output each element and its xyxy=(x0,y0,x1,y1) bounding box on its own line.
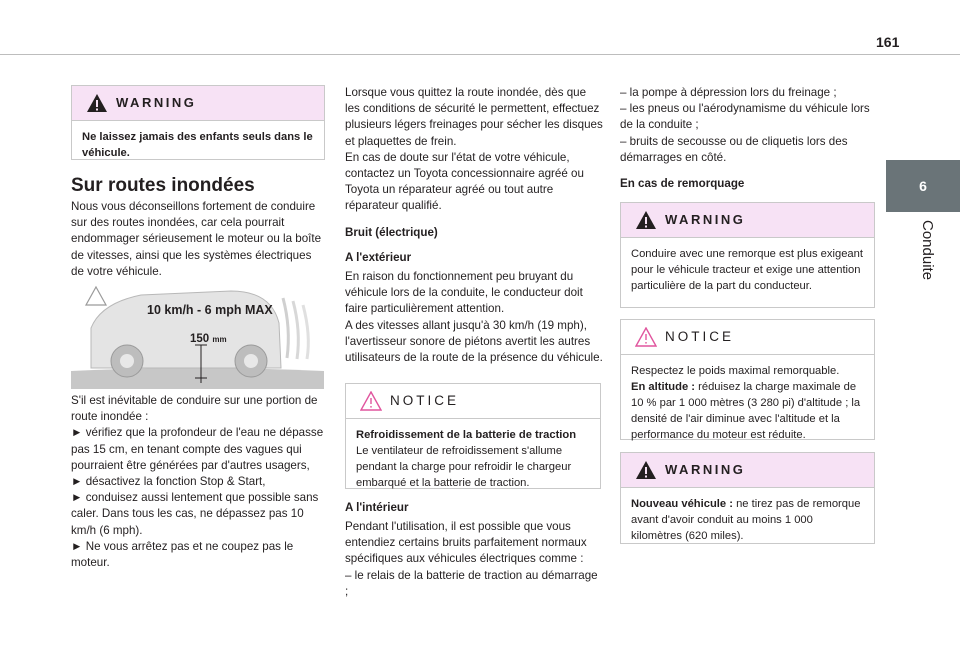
water-depth-value: 150 xyxy=(190,333,210,345)
notice-altitude xyxy=(631,379,864,443)
warning-header xyxy=(72,86,324,121)
notice-subtitle: Refroidissement de la batterie de traction xyxy=(356,429,577,441)
notice-body xyxy=(346,419,600,499)
altitude-label: En altitude : xyxy=(631,381,696,393)
speed-limit-label: 10 km/h - 6 mph MAX xyxy=(147,303,273,317)
notice-header xyxy=(346,384,600,419)
section-heading-towing: En cas de remorquage xyxy=(620,177,745,190)
notice-box-altitude xyxy=(620,319,875,440)
flooded-bullet: ► vérifiez que la profondeur de l'eau ne dépasse pas 15 cm, en tenant compte des vagues qui pourraient être générées par d'autres usagers, xyxy=(71,426,324,472)
paragraph: Pendant l'utilisation, il est possible que vous entendiez certains bruits parfaitement normaux spécifiques aux véhicules électriques comme : xyxy=(345,520,587,566)
noise-list-continued xyxy=(620,85,878,166)
notice-triangle-icon xyxy=(635,327,657,347)
warning-text: Conduire avec une remorque est plus exigeant pour le véhicule tracteur et exige une attention particulière de la part du conducteur. xyxy=(631,248,863,292)
notice-title: NOTICE xyxy=(665,328,735,344)
exterior-text xyxy=(345,269,603,366)
notice-box-battery xyxy=(345,383,601,489)
warning-body xyxy=(621,488,874,552)
list-item: – le relais de la batterie de traction au démarrage ; xyxy=(345,568,598,598)
warning-header xyxy=(621,453,874,488)
warning-title: WARNING xyxy=(665,211,746,227)
notice-text: Le ventilateur de refroidissement s'allume pendant la charge pour refroidir le chargeur embarqué et la batterie de traction. xyxy=(356,445,572,489)
flooded-intro: Nous vous déconseillons fortement de conduire sur des routes inondées, car cela pourrait endommager sérieusement le moteur ou la boîte de vitesses, ainsi que les systèmes électriques de votre véhicule. xyxy=(71,200,322,278)
paragraph: En cas de doute sur l'état de votre véhicule, contactez un Toyota concessionnaire agréé ou Toyota un réparateur agréé ou tout autre réparateur qualifié. xyxy=(345,150,584,213)
warning-box-trailer xyxy=(620,202,875,308)
list-item: – les pneus ou l'aérodynamisme du véhicule lors de la conduite ; xyxy=(620,102,870,132)
altitude-text: réduisez la charge maximale de 10 % par 1 000 mètres (3 280 pi) d'altitude ; la densité de l'air diminue avec l'altitude et la performance du moteur est réduite. xyxy=(631,381,861,441)
notice-title: NOTICE xyxy=(390,392,460,408)
flooded-bullet: ► Ne vous arrêtez pas et ne coupez pas le moteur. xyxy=(71,539,294,570)
water-depth-label xyxy=(190,333,227,345)
list-item: – bruits de secousse ou de cliquetis lors des démarrages en côté. xyxy=(620,134,848,164)
notice-header xyxy=(621,320,874,355)
new-vehicle-label: Nouveau véhicule : xyxy=(631,498,733,510)
flooded-line: S'il est inévitable de conduire sur une portion de route inondée : xyxy=(71,394,318,424)
notice-triangle-icon xyxy=(360,391,382,411)
flooded-instructions xyxy=(71,393,329,571)
chapter-label xyxy=(886,212,960,312)
notice-line: Respectez le poids maximal remorquable. xyxy=(631,365,840,377)
new-vehicle-text: ne tirez pas de remorque avant d'avoir conduit au moins 1 000 kilomètres (620 miles). xyxy=(631,498,861,542)
flooded-bullet: ► désactivez la fonction Stop & Start, xyxy=(71,475,266,489)
subheading-interior: A l'intérieur xyxy=(345,501,409,514)
paragraph: A des vitesses allant jusqu'à 30 km/h (19 mph), l'avertisseur sonore de piétons avertit les autres utilisateurs de la route de la présence du véhicule. xyxy=(345,318,603,365)
paragraph: Lorsque vous quittez la route inondée, dès que les conditions de sécurité le permettent, effectuez plusieurs légers freinages pour sécher les disques et plaquettes de frein. xyxy=(345,86,603,148)
warning-triangle-icon xyxy=(635,210,657,230)
warning-triangle-icon xyxy=(86,93,108,113)
interior-text xyxy=(345,519,603,600)
water-depth-unit: mm xyxy=(212,335,227,344)
warning-triangle-icon xyxy=(635,460,657,480)
warning-header xyxy=(621,203,874,238)
flooded-bullet: ► conduisez aussi lentement que possible sans caler. Dans tous les cas, ne dépassez pas 10 km/h (6 mph). xyxy=(71,491,319,537)
page-number: 161 xyxy=(876,34,900,50)
warning-title: WARNING xyxy=(665,461,746,477)
warning-title: WARNING xyxy=(116,94,197,110)
flooded-road-illustration xyxy=(71,283,324,389)
section-heading-flooded: Sur routes inondées xyxy=(71,175,255,196)
warning-text: Ne laissez jamais des enfants seuls dans le véhicule. xyxy=(82,131,313,159)
top-divider xyxy=(0,54,960,55)
after-flood-text xyxy=(345,85,603,215)
notice-body xyxy=(621,355,874,451)
warning-box-new-vehicle xyxy=(620,452,875,544)
warning-box-children xyxy=(71,85,325,160)
list-item: – la pompe à dépression lors du freinage ; xyxy=(620,86,837,99)
section-heading-noise: Bruit (électrique) xyxy=(345,226,438,239)
chapter-tab[interactable]: 6 xyxy=(886,160,960,212)
paragraph: En raison du fonctionnement peu bruyant du véhicule lors de la conduite, le conducteur doit faire particulièrement attention. xyxy=(345,270,583,316)
subheading-exterior: A l'extérieur xyxy=(345,251,412,264)
chapter-label-text: Conduite xyxy=(919,220,936,281)
